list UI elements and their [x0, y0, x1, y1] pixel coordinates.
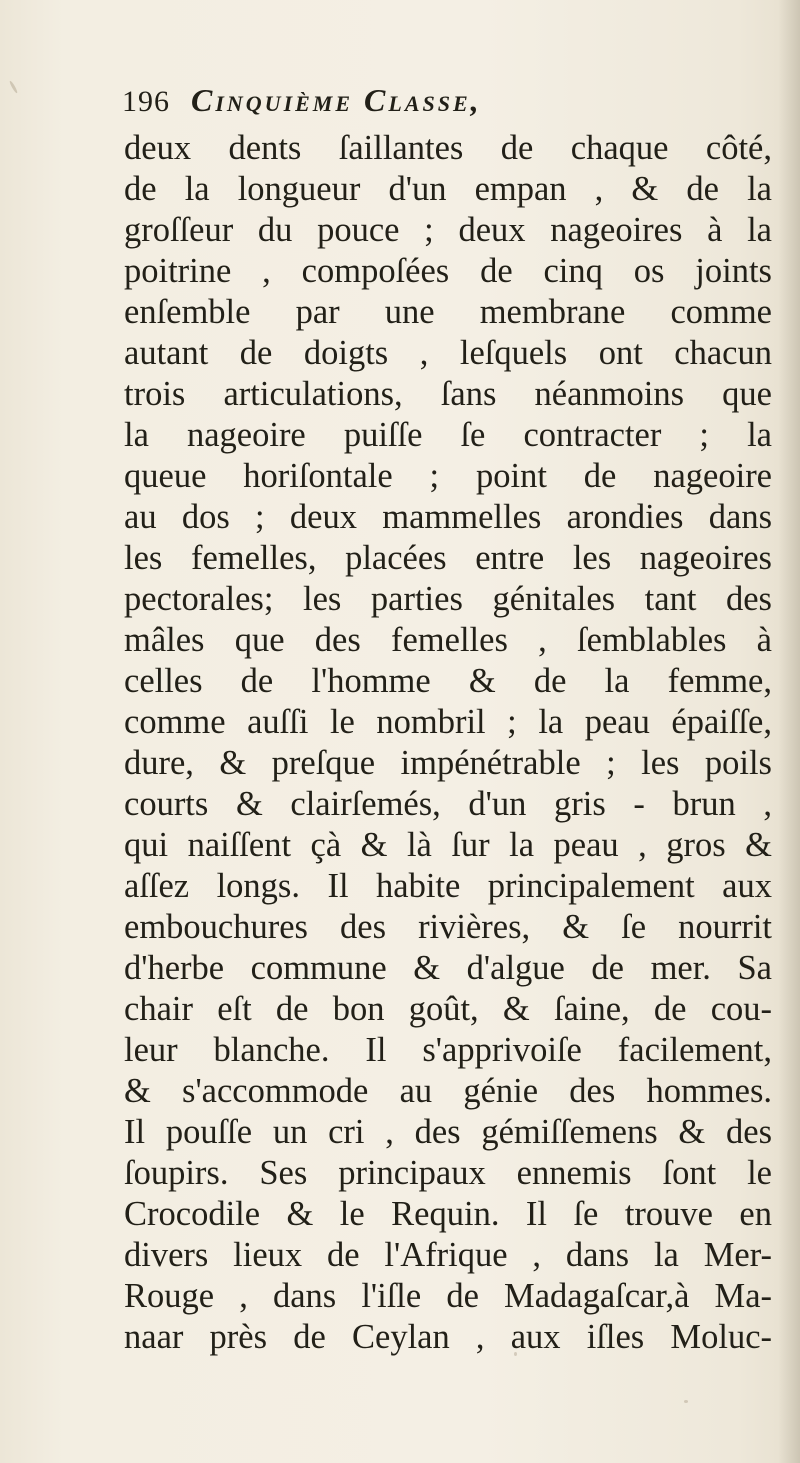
text-line: courts & clairſemés, d'un gris - brun ,: [124, 785, 772, 823]
text-line: & s'accommode au génie des hommes.: [124, 1072, 772, 1110]
text-line: chair eſt de bon goût, & ſaine, de cou-: [124, 990, 772, 1028]
text-line: de la longueur d'un empan , & de la: [124, 170, 772, 208]
text-line: leur blanche. Il s'apprivoiſe facilement,: [124, 1031, 772, 1069]
text-line: mâles que des femelles , ſemblables à: [124, 621, 772, 659]
text-line: d'herbe commune & d'algue de mer. Sa: [124, 949, 772, 987]
text-line: pectorales; les parties génitales tant des: [124, 580, 772, 618]
text-line: celles de l'homme & de la femme,: [124, 662, 772, 700]
text-line: autant de doigts , leſquels ont chacun: [124, 334, 772, 372]
text-line: Rouge , dans l'iſle de Madagaſcar,à Ma-: [124, 1277, 772, 1315]
paper-spot: [684, 1400, 688, 1403]
text-line: deux dents ſaillantes de chaque côté,: [124, 129, 772, 167]
body-text: [124, 128, 772, 1358]
text-line: la nageoire puiſſe ſe contracter ; la: [124, 416, 772, 454]
text-line: groſſeur du pouce ; deux nageoires à la: [124, 211, 772, 249]
page-number: 196: [122, 85, 170, 118]
text-line: comme auſſi le nombril ; la peau épaiſſe,: [124, 703, 772, 741]
text-line: au dos ; deux mammelles arondies dans: [124, 498, 772, 536]
text-line: les femelles, placées entre les nageoires: [124, 539, 772, 577]
page-edge-shadow: [778, 0, 800, 1463]
text-line: aſſez longs. Il habite principalement aux: [124, 867, 772, 905]
text-line: naar près de Ceylan , aux iſles Moluc-: [124, 1318, 772, 1356]
page-header: [122, 82, 722, 126]
text-line: queue horiſontale ; point de nageoire: [124, 457, 772, 495]
paper-spot: [9, 80, 19, 94]
text-line: divers lieux de l'Afrique , dans la Mer-: [124, 1236, 772, 1274]
text-line: Crocodile & le Requin. Il ſe trouve en: [124, 1195, 772, 1233]
text-line: poitrine , compoſées de cinq os joints: [124, 252, 772, 290]
text-line: qui naiſſent çà & là ſur la peau , gros &: [124, 826, 772, 864]
text-line: Il pouſſe un cri , des gémiſſemens & des: [124, 1113, 772, 1151]
text-line: trois articulations, ſans néanmoins que: [124, 375, 772, 413]
text-line: enſemble par une membrane comme: [124, 293, 772, 331]
text-line: dure, & preſque impénétrable ; les poils: [124, 744, 772, 782]
text-line: embouchures des rivières, & ſe nourrit: [124, 908, 772, 946]
running-title: Cinquième Classe,: [191, 82, 482, 118]
text-line: ſoupirs. Ses principaux ennemis ſont le: [124, 1154, 772, 1192]
